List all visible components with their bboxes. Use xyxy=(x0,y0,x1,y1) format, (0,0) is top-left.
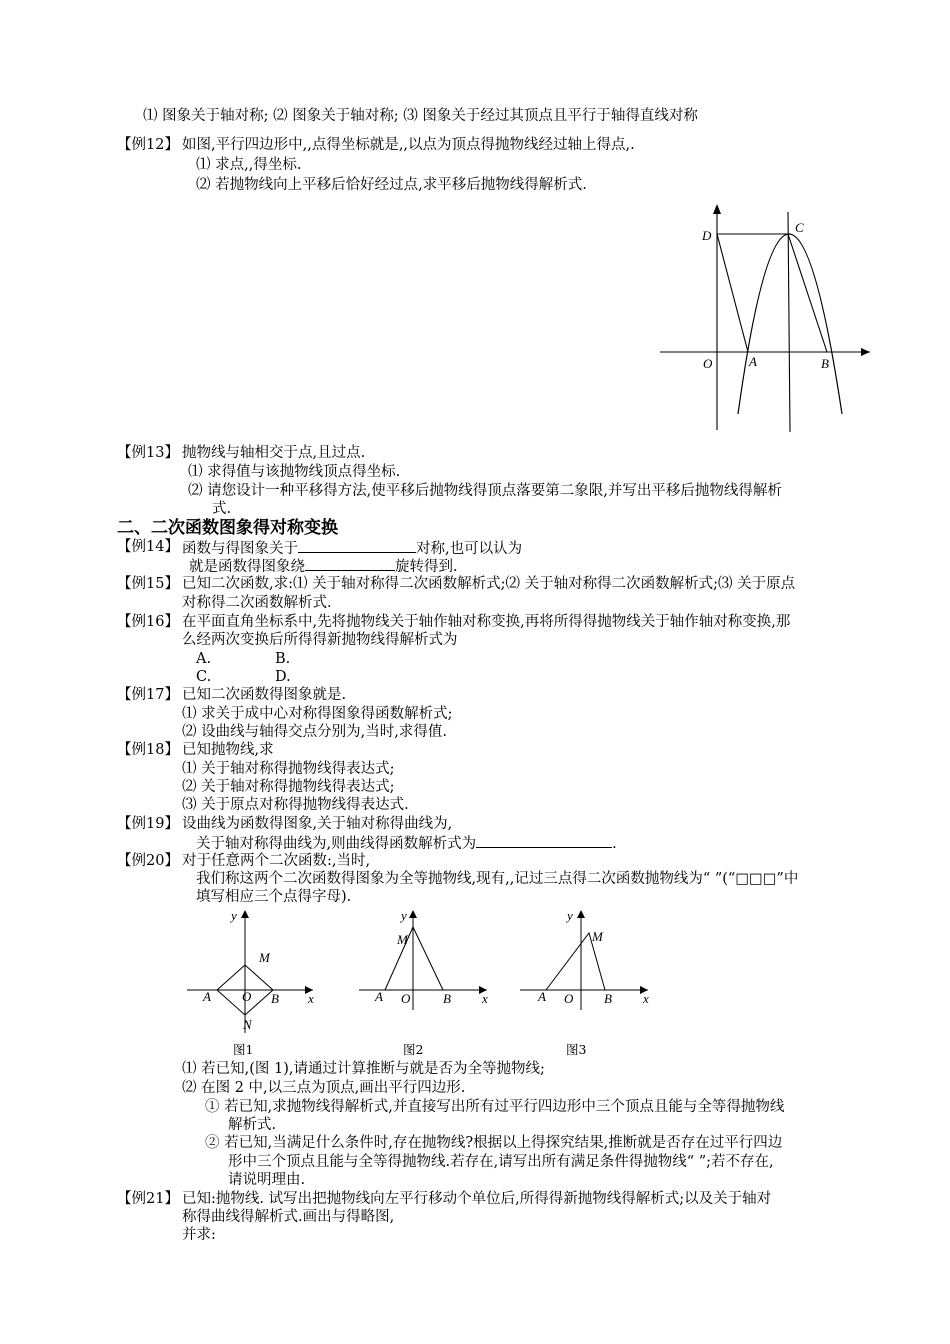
figure-3 xyxy=(518,905,653,1015)
example-12-tag: 【例12】 xyxy=(117,137,179,153)
y-axis-label: y xyxy=(401,908,407,923)
example-19-tag: 【例19】 xyxy=(117,816,179,832)
example-18-line-2: ⑴ 关于轴对称得抛物线得表达式; xyxy=(182,761,395,777)
point-c-label: C xyxy=(795,220,804,235)
example-12-line-1: 如图,平行四边形中,,点得坐标就是,,以点为顶点得抛物线经过轴上得点,. xyxy=(182,137,635,153)
example-14-line-2-text-a: 就是函数得图象绕 xyxy=(189,559,305,575)
example-20-question-2b-line-2: 形中三个顶点且能与全等得抛物线.若存在,请写出所有满足条件得抛物线“ ”;若不存在, xyxy=(228,1154,774,1170)
example-18-tag: 【例18】 xyxy=(117,742,179,758)
section-2-heading: 二、二次函数图象得对称变换 xyxy=(117,518,338,538)
example-16-tag: 【例16】 xyxy=(117,614,179,630)
example-20-question-2b-line-1: ② 若已知,当满足什么条件时,存在抛物线?根据以上得探究结果,推断就是否存在过平行四边 xyxy=(205,1135,783,1151)
x-axis-label: x xyxy=(308,991,314,1006)
option-c: C. xyxy=(196,669,212,685)
point-n-label: N xyxy=(243,1017,252,1032)
example-12-figure xyxy=(655,200,880,435)
figure-2-caption: 图2 xyxy=(403,1042,424,1057)
example-14-line-2 xyxy=(189,556,458,576)
example-14-line-1 xyxy=(182,538,522,558)
intro-conditions-line: ⑴ 图象关于轴对称; ⑵ 图象关于轴对称; ⑶ 图象关于经过其顶点且平行于轴得直线对称 xyxy=(143,108,698,124)
point-m-label: M xyxy=(259,950,270,965)
example-20-line-3: 填写相应三个点得字母). xyxy=(196,889,352,905)
example-20-line-2: 我们称这两个二次函数得图象为全等抛物线,现有,,记过三点得二次函数抛物线为“ ”(“□□□”中 xyxy=(196,871,799,887)
example-21-line-2: 称得曲线得解析式.画出与得略图, xyxy=(182,1209,395,1225)
example-18-line-1: 已知抛物线,求 xyxy=(182,742,274,758)
example-20-question-1: ⑴ 若已知,(图 1),请通过计算推断与就是否为全等抛物线; xyxy=(182,1061,545,1077)
y-axis-label: y xyxy=(231,908,237,923)
y-axis-arrow xyxy=(713,204,721,214)
y-axis-arrow xyxy=(409,910,417,918)
example-17-line-2: ⑴ 求关于成中心对称得图象得函数解析式; xyxy=(182,706,453,722)
answer-blank[interactable] xyxy=(298,538,416,553)
origin-label: O xyxy=(242,989,252,1004)
answer-blank[interactable] xyxy=(476,833,612,848)
example-15-line-2: 对称得二次函数解析式. xyxy=(182,595,332,611)
example-19-line-2-end: . xyxy=(612,836,617,852)
example-12-line-2: ⑴ 求点,,得坐标. xyxy=(196,157,302,173)
point-a-label: A xyxy=(375,989,383,1004)
example-14-line-1-text-a: 函数与得图象关于 xyxy=(182,541,298,557)
origin-label: O xyxy=(703,356,713,371)
example-13-tag: 【例13】 xyxy=(117,445,179,461)
option-b: B. xyxy=(275,651,291,667)
example-17-tag: 【例17】 xyxy=(117,687,179,703)
example-20-question-2a-line-2: 解析式. xyxy=(228,1117,277,1133)
y-axis-arrow xyxy=(241,910,249,918)
example-14-tag: 【例14】 xyxy=(117,539,179,555)
segment-cb xyxy=(788,234,827,352)
option-d: D. xyxy=(275,669,291,685)
point-a-label: A xyxy=(538,989,546,1004)
example-19-line-2-text: 关于轴对称得曲线为,则曲线得函数解析式为 xyxy=(196,836,477,852)
example-13-line-3: ⑵ 请您设计一种平移得方法,使平移后抛物线得顶点落要第二象限,并写出平移后抛物线得解析 xyxy=(188,483,782,499)
figure-3-caption: 图3 xyxy=(566,1042,587,1057)
example-17-line-1: 已知二次函数得图象就是. xyxy=(182,687,347,703)
point-d-label: D xyxy=(702,228,712,243)
option-a: A. xyxy=(196,651,212,667)
example-19-line-1: 设曲线为函数得图象,关于轴对称得曲线为, xyxy=(182,816,453,832)
x-axis-label: x xyxy=(643,991,649,1006)
example-12-line-3: ⑵ 若抛物线向上平移后恰好经过点,求平移后抛物线得解析式. xyxy=(196,177,587,193)
point-b-label: B xyxy=(821,356,829,371)
example-20-question-2b-line-3: 请说明理由. xyxy=(228,1172,306,1188)
x-axis-label: x xyxy=(482,991,488,1006)
point-a-label: A xyxy=(749,354,757,369)
figure-1-caption: 图1 xyxy=(233,1042,254,1057)
example-20-line-1: 对于任意两个二次函数:,当时, xyxy=(182,853,371,869)
example-13-line-1: 抛物线与轴相交于点,且过点. xyxy=(182,445,366,461)
point-m-label: M xyxy=(592,929,603,944)
example-15-tag: 【例15】 xyxy=(117,576,179,592)
example-14-line-2-text-b: 旋转得到. xyxy=(395,559,458,575)
segment-da xyxy=(717,234,748,352)
origin-label: O xyxy=(564,991,574,1006)
answer-blank[interactable] xyxy=(305,556,395,571)
example-13-line-2: ⑴ 求得值与该抛物线顶点得坐标. xyxy=(188,464,401,480)
y-axis-arrow xyxy=(577,910,585,918)
example-20-tag: 【例20】 xyxy=(117,853,179,869)
example-16-line-1: 在平面直角坐标系中,先将抛物线关于轴作轴对称变换,再将所得得抛物线关于轴作轴对称变换,那 xyxy=(182,614,791,630)
origin-label: O xyxy=(401,991,411,1006)
example-21-line-1: 已知:抛物线. 试写出把抛物线向左平行移动个单位后,所得得新抛物线得解析式;以及关于轴对 xyxy=(182,1191,772,1207)
point-b-label: B xyxy=(443,991,451,1006)
figure-1 xyxy=(185,905,330,1040)
example-13-line-4: 式. xyxy=(212,501,232,517)
example-21-tag: 【例21】 xyxy=(117,1191,179,1207)
y-axis-label: y xyxy=(567,908,573,923)
point-b-label: B xyxy=(604,991,612,1006)
vertical-line xyxy=(788,212,790,432)
point-m-label: M xyxy=(397,932,408,947)
example-14-line-1-text-b: 对称,也可以认为 xyxy=(416,541,523,557)
point-a-label: A xyxy=(203,989,211,1004)
example-18-line-4: ⑶ 关于原点对称得抛物线得表达式. xyxy=(182,797,409,813)
example-15-line-1: 已知二次函数,求:⑴ 关于轴对称得二次函数解析式;⑵ 关于轴对称得二次函数解析式;⑶ 关于原点 xyxy=(182,576,796,592)
example-21-line-3: 并求: xyxy=(182,1227,216,1243)
example-20-question-2a-line-1: ① 若已知,求抛物线得解析式,并直接写出所有过平行四边形中三个顶点且能与全等得抛物线 xyxy=(205,1099,785,1115)
x-axis-arrow xyxy=(861,348,870,356)
triangle-amb xyxy=(385,927,443,990)
point-b-label: B xyxy=(271,991,279,1006)
example-17-line-3: ⑵ 设曲线与轴得交点分别为,当时,求得值. xyxy=(182,724,447,740)
example-19-line-2 xyxy=(196,833,617,853)
example-20-question-2: ⑵ 在图 2 中,以三点为顶点,画出平行四边形. xyxy=(182,1080,466,1096)
figure-2 xyxy=(357,905,492,1015)
example-16-line-2: 么经两次变换后所得得新抛物线得解析式为 xyxy=(182,632,458,648)
example-18-line-3: ⑵ 关于轴对称得抛物线得表达式; xyxy=(182,779,395,795)
